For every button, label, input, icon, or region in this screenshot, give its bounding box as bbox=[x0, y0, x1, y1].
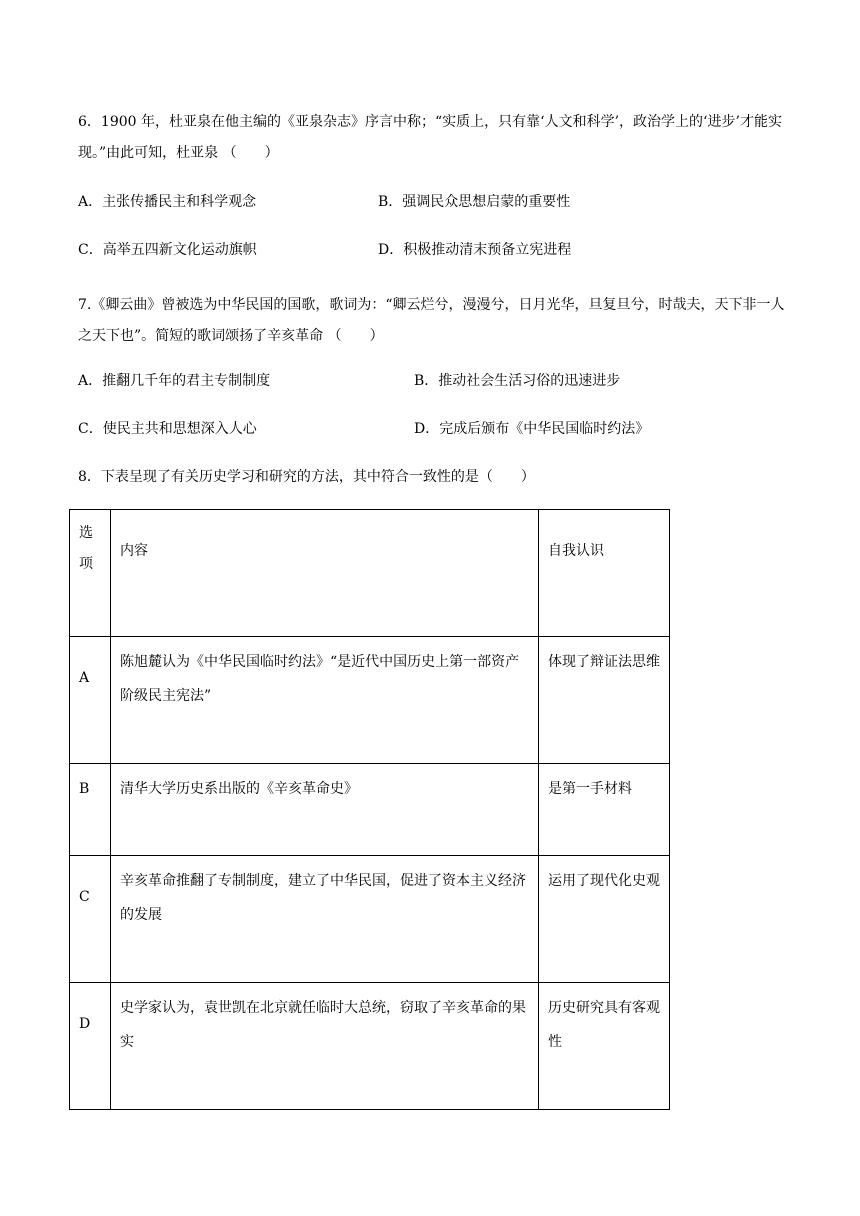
q7-option-d[interactable]: D．完成后颁布《中华民国临时约法》 bbox=[414, 421, 650, 437]
q7-option-c[interactable]: C．使民主共和思想深入人心 bbox=[78, 421, 257, 437]
row-content: 辛亥革命推翻了专制制度，建立了中华民国，促进了资本主义经济的发展 bbox=[111, 856, 539, 983]
row-option: A bbox=[70, 637, 111, 764]
row-content: 陈旭麓认为《中华民国临时约法》“是近代中国历史上第一部资产阶级民主宪法” bbox=[111, 637, 539, 764]
row-option: D bbox=[70, 983, 111, 1110]
row-option: C bbox=[70, 856, 111, 983]
row-view: 历史研究具有客观性 bbox=[539, 983, 670, 1110]
row-view: 体现了辩证法思维 bbox=[539, 637, 670, 764]
history-methods-table bbox=[69, 509, 670, 1110]
q7-option-a[interactable]: A．推翻几千年的君主专制制度 bbox=[78, 373, 271, 389]
header-content: 内容 bbox=[111, 510, 539, 637]
row-view: 运用了现代化史观 bbox=[539, 856, 670, 983]
row-view: 是第一手材料 bbox=[539, 764, 670, 856]
header-view: 自我认识 bbox=[539, 510, 670, 637]
q6-option-a[interactable]: A．主张传播民主和科学观念 bbox=[78, 194, 257, 210]
table-row bbox=[70, 983, 670, 1110]
q6-option-c[interactable]: C．高举五四新文化运动旗帜 bbox=[78, 242, 257, 258]
q6-option-d[interactable]: D．积极推动清末预备立宪进程 bbox=[378, 242, 572, 258]
row-content: 史学家认为，袁世凯在北京就任临时大总统，窃取了辛亥革命的果实 bbox=[111, 983, 539, 1110]
question-6-stem: 6．1900 年，杜亚泉在他主编的《亚泉杂志》序言中称；“实质上，只有靠‘人文和科学’，政治学上的‘进步’才能实现。”由此可知，杜亚泉 （ ） bbox=[78, 114, 782, 161]
table-row bbox=[70, 637, 670, 764]
table-row bbox=[70, 764, 670, 856]
question-7-stem: 7.《卿云曲》曾被选为中华民国的国歌，歌词为：“卿云烂兮，漫漫兮，日月光华，旦复旦兮，时哉夫，天下非一人之天下也”。简短的歌词颂扬了辛亥革命 （ ） bbox=[78, 297, 785, 344]
q7-option-b[interactable]: B．推动社会生活习俗的迅速进步 bbox=[414, 373, 621, 389]
table-header-row bbox=[70, 510, 670, 637]
row-content: 清华大学历史系出版的《辛亥革命史》 bbox=[111, 764, 539, 856]
row-option: B bbox=[70, 764, 111, 856]
question-8-stem: 8．下表呈现了有关历史学习和研究的方法，其中符合一致性的是（ ） bbox=[78, 469, 535, 485]
table-row bbox=[70, 856, 670, 983]
q6-option-b[interactable]: B．强调民众思想启蒙的重要性 bbox=[378, 194, 571, 210]
header-option: 选项 bbox=[70, 510, 111, 637]
